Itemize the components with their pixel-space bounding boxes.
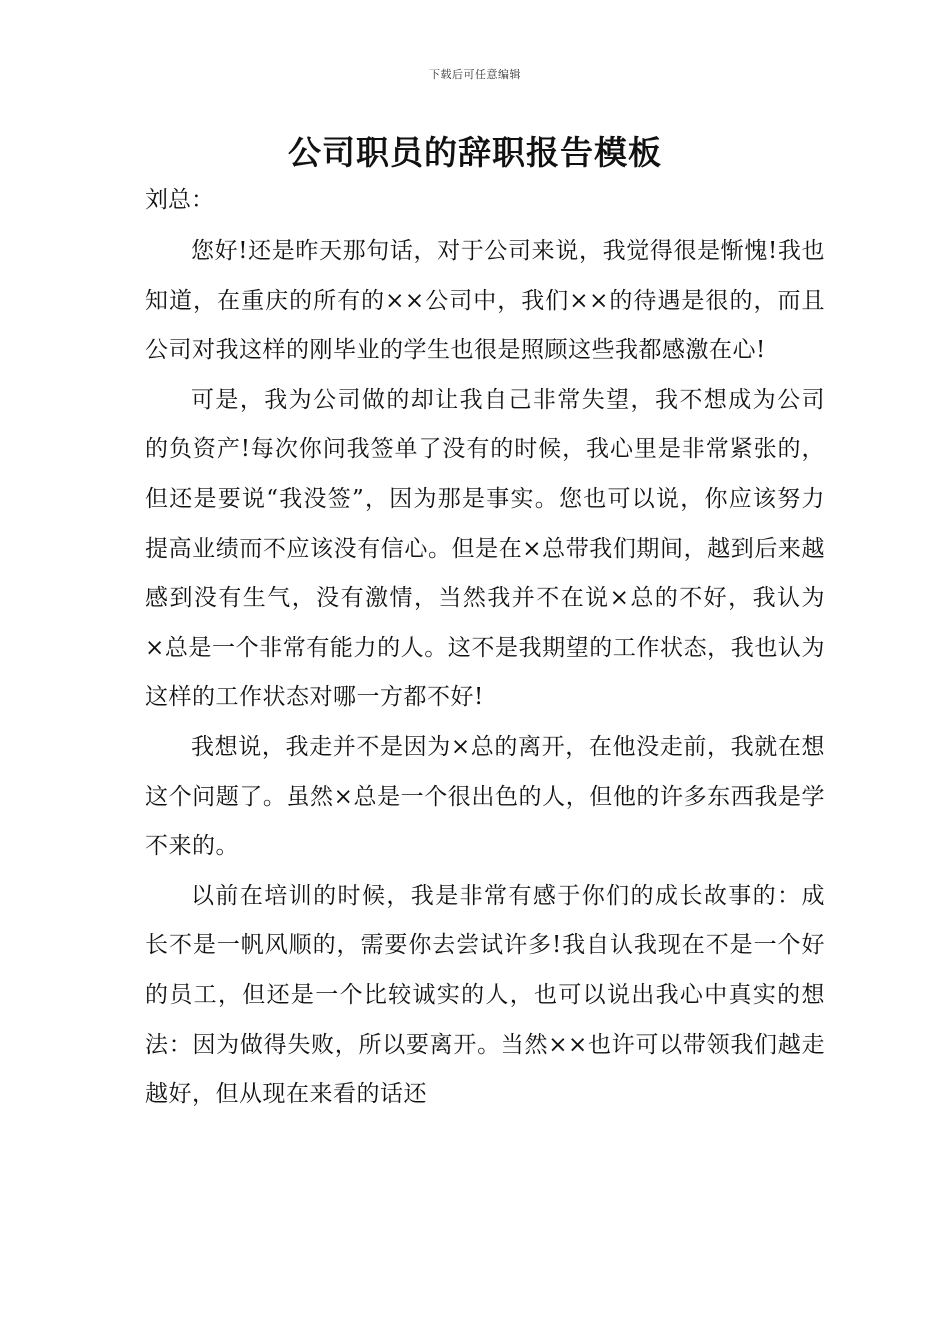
paragraph: 可是，我为公司做的却让我自己非常失望，我不想成为公司的负资产!每次你问我签单了没有的时候，我心里是非常紧张的，但还是要说“我没签”，因为那是事实。您也可以说，你应该努力提高业绩而不应该没有信心。但是在×总带我们期间，越到后来越感到没有生气，没有激情，当然我并不在说×总的不好，我认为 ×总是一个非常有能力的人。这不是我期望的工作状态，我也认为这样的工作状态对哪一方都不好! bbox=[145, 386, 825, 711]
header-note: 下载后可任意编辑 bbox=[429, 68, 521, 81]
paragraph: 以前在培训的时候，我是非常有感于你们的成长故事的：成长不是一帆风顺的，需要你去尝试许多!我自认我现在不是一个好的员工，但还是一个比较诚实的人，也可以说出我心中真实的想法：因为做得失败，所以要离开。当然××也许可以带领我们越走越好，但从现在来看的话还 bbox=[145, 882, 825, 1108]
document-title: 公司职员的辞职报告模板 bbox=[288, 133, 662, 172]
letter-body bbox=[145, 227, 825, 1120]
salutation: 刘总： bbox=[145, 187, 214, 213]
paragraph: 您好!还是昨天那句话，对于公司来说，我觉得很是惭愧!我也知道，在重庆的所有的××公司中，我们××的待遇是很的，而且公司对我这样的刚毕业的学生也很是照顾这些我都感激在心! bbox=[145, 238, 825, 364]
paragraph: 我想说，我走并不是因为×总的离开，在他没走前，我就在想这个问题了。虽然×总是一个很出色的人，但他的许多东西我是学不来的。 bbox=[145, 733, 825, 860]
